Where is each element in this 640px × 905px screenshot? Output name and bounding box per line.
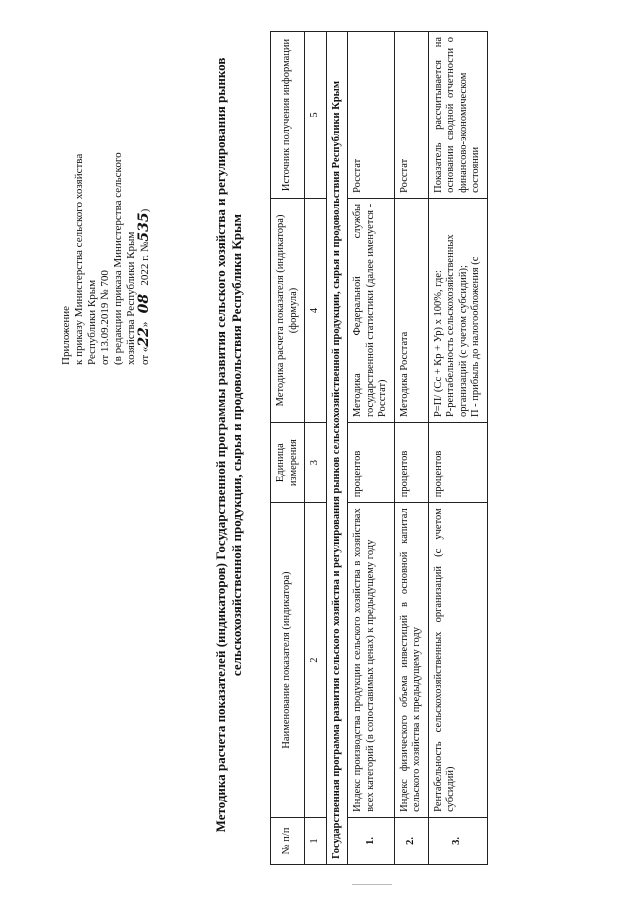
date-day: 22 xyxy=(136,327,152,347)
formula-line: П - прибыль до налогообложения (с xyxy=(470,256,481,418)
formula-line: Р-рентабельность сельскохозяйственных организаций (с учетом субсидий); xyxy=(445,234,469,418)
header-num: № п/п xyxy=(271,817,305,864)
appendix-line: от 13.09.2019 № 700 xyxy=(99,270,111,365)
row-method: Методика Росстата xyxy=(394,198,428,422)
table-row xyxy=(348,32,395,865)
row-number: 1. xyxy=(348,817,395,864)
row-name: Индекс физического объема инвестиций в основной капитал сельского хозяйства к предыдущему году xyxy=(394,503,428,818)
date-month: 08 xyxy=(136,293,152,314)
appendix-line: хозяйства Республики Крым xyxy=(125,231,137,365)
row-number: 3. xyxy=(428,817,487,864)
header-unit: Единица измерения xyxy=(271,423,305,503)
table-row xyxy=(394,32,428,865)
column-number: 5 xyxy=(305,32,327,199)
row-source: Росстат xyxy=(348,32,395,199)
row-unit: процентов xyxy=(428,423,487,503)
date-suffix: ) xyxy=(139,208,151,213)
column-number: 4 xyxy=(305,198,327,422)
row-unit: процентов xyxy=(394,423,428,503)
date-number: 535 xyxy=(136,212,152,242)
appendix-line: (в редакции приказа Министерства сельского xyxy=(112,152,124,365)
formula-line: Р=П/ (Сс + Кр + Ур) х 100%, где: xyxy=(432,270,444,418)
header-source: Источник получения информации xyxy=(271,32,305,199)
row-name: Индекс производства продукции сельского хозяйства в хозяйствах всех категорий (в сопоставимых ценах) к предыдущему году xyxy=(348,503,395,818)
row-source: Росстат xyxy=(394,32,428,199)
column-number: 3 xyxy=(305,423,327,503)
appendix-date-line xyxy=(138,35,152,365)
page-footer-mark xyxy=(352,884,392,885)
row-number: 2. xyxy=(394,817,428,864)
date-year: 2022 г. № xyxy=(139,241,151,286)
date-mid: » xyxy=(139,321,151,328)
section-row xyxy=(326,32,348,865)
header-method: Методика расчета показателя (индикатора) (формула) xyxy=(271,198,305,422)
row-unit: процентов xyxy=(348,423,395,503)
section-title: Государственная программа развития сельского хозяйства и регулирования рынков сельскохозяйственной продукции, сырья и продовольствия Республики Крым xyxy=(326,32,348,865)
appendix-line: Приложение xyxy=(60,305,72,365)
document-title: Методика расчета показателей (индикаторов) Государственной программы развития сельского хозяйства и регулирования рынков сельскохозяйственной продукции, сырья и продовольствия Республики Крым xyxy=(213,57,244,833)
row-method: Методика Федеральной службы государственной статистики (далее именуется - Росстат) xyxy=(348,198,395,422)
appendix-line: Республики Крым xyxy=(86,279,98,365)
column-number: 1 xyxy=(305,817,327,864)
row-name: Рентабельность сельскохозяйственных организаций (с учетом субсидий) xyxy=(428,503,487,818)
row-method xyxy=(428,198,487,422)
column-numbers-row xyxy=(305,32,327,865)
appendix-block xyxy=(60,35,152,365)
indicators-table xyxy=(270,31,488,865)
table-header-row xyxy=(271,32,305,865)
table-row xyxy=(428,32,487,865)
column-number: 2 xyxy=(305,503,327,818)
date-prefix: от « xyxy=(139,346,151,365)
appendix-line: к приказу Министерства сельского хозяйства xyxy=(73,153,85,365)
header-name: Наименование показателя (индикатора) xyxy=(271,503,305,818)
row-source: Показатель рассчитывается на основании сводной отчетности о финансово-экономическом состоянии xyxy=(428,32,487,199)
